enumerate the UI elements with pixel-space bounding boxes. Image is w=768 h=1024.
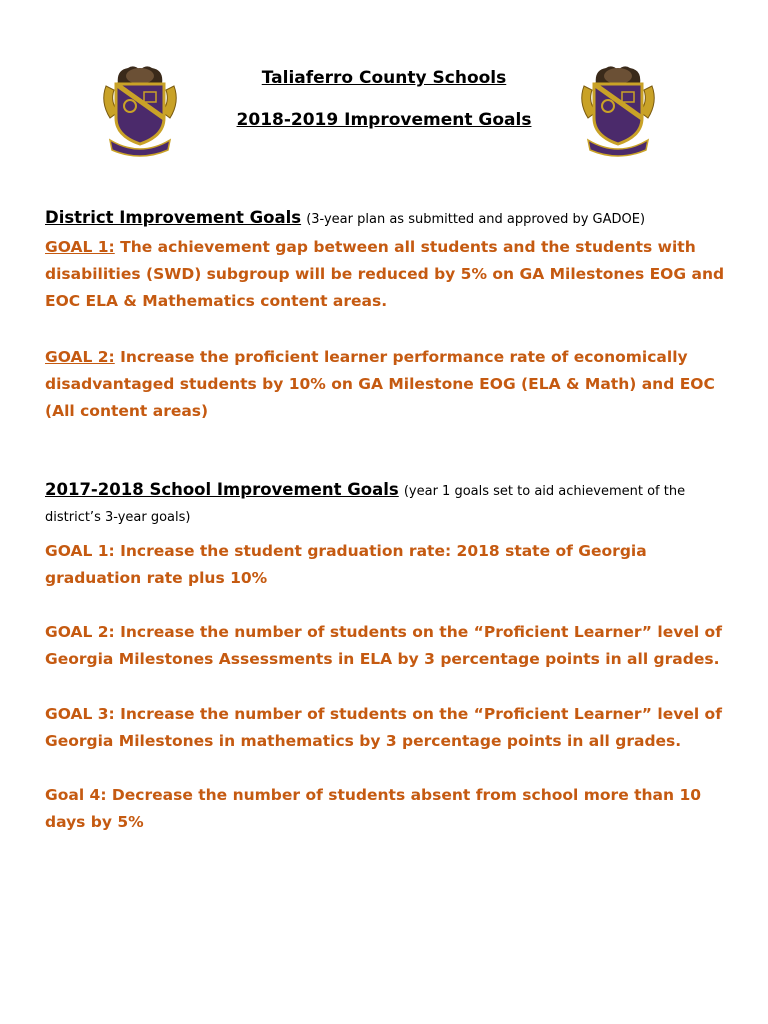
district-goal-1 [45, 234, 735, 315]
school-goals-note: (year 1 goals set to aid achievement of the district’s 3-year goals) [45, 484, 686, 525]
district-goal-1-label: GOAL 1: [45, 238, 115, 256]
school-goals-heading: 2017-2018 School Improvement Goals [45, 480, 399, 499]
school-goals-heading-line [45, 478, 735, 530]
page-subtitle: 2018-2019 Improvement Goals [236, 110, 532, 130]
district-goal-2-text: Increase the proficient learner performance rate of economically disadvantaged students by 10% on GA Milestone EOG (ELA & Math) and EOC (All content areas) [45, 348, 715, 420]
district-goal-2-label: GOAL 2: [45, 348, 115, 366]
school-goal-3: GOAL 3: Increase the number of students on the “Proficient Learner” level of Georgia Milestones in mathematics by 3 percentage points in all grades. [45, 705, 722, 750]
district-goals-heading: District Improvement Goals [45, 208, 302, 227]
school-goal-2: GOAL 2: Increase the number of students on the “Proficient Learner” level of Georgia Milestones Assessments in ELA by 3 percentage points in all grades. [45, 623, 722, 668]
district-goals-note: (3-year plan as submitted and approved by GADOE) [306, 212, 646, 227]
district-goal-2 [45, 344, 735, 425]
school-goal-4: Goal 4: Decrease the number of students absent from school more than 10 days by 5% [45, 786, 702, 831]
district-goal-1-text: The achievement gap between all students and the students with disabilities (SWD) subgroup will be reduced by 5% on GA Milestones EOG and EOC ELA & Mathematics content areas. [45, 238, 725, 310]
district-goals-heading-line [45, 208, 735, 227]
page-title: Taliaferro County Schools [261, 68, 507, 88]
school-goal-1: GOAL 1: Increase the student graduation rate: 2018 state of Georgia graduation rate plus 10% [45, 542, 647, 587]
